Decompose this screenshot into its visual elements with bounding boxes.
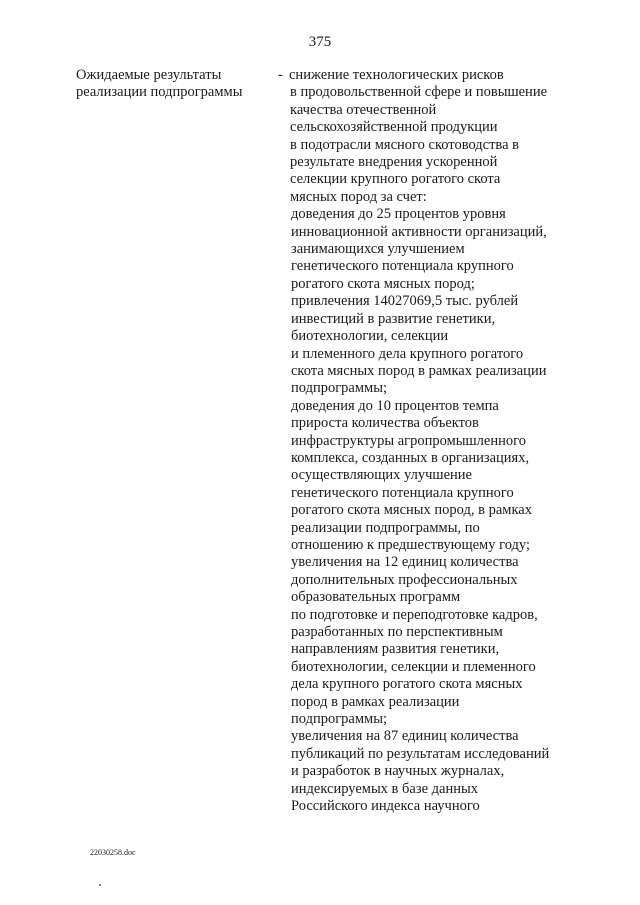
body-text-line: и племенного дела крупного рогатого bbox=[291, 345, 524, 362]
body-text-line: сельскохозяйственной продукции bbox=[290, 119, 498, 136]
body-text-line: увеличения на 12 единиц количества bbox=[291, 554, 519, 571]
body-text-line: прироста количества объектов bbox=[291, 415, 479, 432]
body-text-line: дополнительных профессиональных bbox=[291, 571, 518, 588]
section-label-line: реализации подпрограммы bbox=[76, 84, 243, 101]
body-text-line: рогатого скота мясных пород, в рамках bbox=[291, 502, 532, 519]
corner-mark bbox=[99, 884, 101, 886]
body-text-line: направлениям развития генетики, bbox=[291, 641, 500, 658]
body-text-line: доведения до 25 процентов уровня bbox=[291, 206, 506, 223]
body-text-line: комплекса, созданных в организациях, bbox=[291, 449, 530, 466]
section-label-line: Ожидаемые результаты bbox=[76, 67, 222, 83]
body-text-line: Российского индекса научного bbox=[291, 798, 480, 815]
body-text-line: снижение технологических рисков bbox=[289, 67, 504, 83]
section-body-text bbox=[289, 67, 589, 815]
body-text-line: мясных пород за счет: bbox=[290, 188, 427, 205]
body-text-line: дела крупного рогатого скота мясных bbox=[291, 676, 523, 693]
body-text-line: качества отечественной bbox=[290, 101, 437, 118]
body-text-line: индексируемых в базе данных bbox=[291, 780, 478, 797]
body-text-line: генетического потенциала крупного bbox=[291, 258, 514, 275]
body-text-line: занимающихся улучшением bbox=[291, 241, 465, 258]
body-text-line: реализации подпрограммы, по bbox=[291, 519, 480, 536]
body-text-line: рогатого скота мясных пород; bbox=[291, 275, 475, 292]
body-text-line: генетического потенциала крупного bbox=[291, 484, 514, 501]
body-text-line: по подготовке и переподготовке кадров, bbox=[291, 606, 538, 623]
body-text-line: образовательных программ bbox=[291, 589, 461, 606]
section-label bbox=[76, 67, 266, 102]
body-text-line: пород в рамках реализации bbox=[291, 693, 460, 710]
body-text-line: инвестиций в развитие генетики, bbox=[291, 310, 496, 327]
list-dash: - bbox=[278, 67, 283, 83]
body-text-line: и разработок в научных журналах, bbox=[291, 763, 505, 780]
body-text-line: в подотрасли мясного скотоводства в bbox=[290, 136, 519, 153]
body-text-line: инфраструктуры агропромышленного bbox=[291, 432, 526, 449]
page-number: 375 bbox=[308, 34, 332, 50]
document-file-code: 22030258.doc bbox=[90, 848, 136, 857]
body-text-line: публикаций по результатам исследований bbox=[291, 745, 550, 762]
body-text-line: подпрограммы; bbox=[291, 711, 387, 728]
body-text-line: привлечения 14027069,5 тыс. рублей bbox=[291, 293, 519, 310]
body-text-line: осуществляющих улучшение bbox=[291, 467, 472, 484]
body-text-line: увеличения на 87 единиц количества bbox=[291, 728, 519, 745]
body-text-line: в продовольственной сфере и повышение bbox=[290, 84, 548, 101]
body-text-line: скота мясных пород в рамках реализации bbox=[291, 362, 547, 379]
body-text-line: отношению к предшествующему году; bbox=[291, 536, 530, 553]
body-text-line: селекции крупного рогатого скота bbox=[290, 171, 501, 188]
body-text-line: подпрограммы; bbox=[291, 380, 387, 397]
body-text-line: разработанных по перспективным bbox=[291, 624, 503, 640]
body-text-line: биотехнологии, селекции и племенного bbox=[291, 658, 536, 675]
body-text-line: доведения до 10 процентов темпа bbox=[291, 397, 499, 414]
body-text-line: инновационной активности организаций, bbox=[291, 223, 547, 240]
body-text-line: биотехнологии, селекции bbox=[291, 328, 449, 345]
body-text-line: результате внедрения ускоренной bbox=[290, 154, 498, 171]
